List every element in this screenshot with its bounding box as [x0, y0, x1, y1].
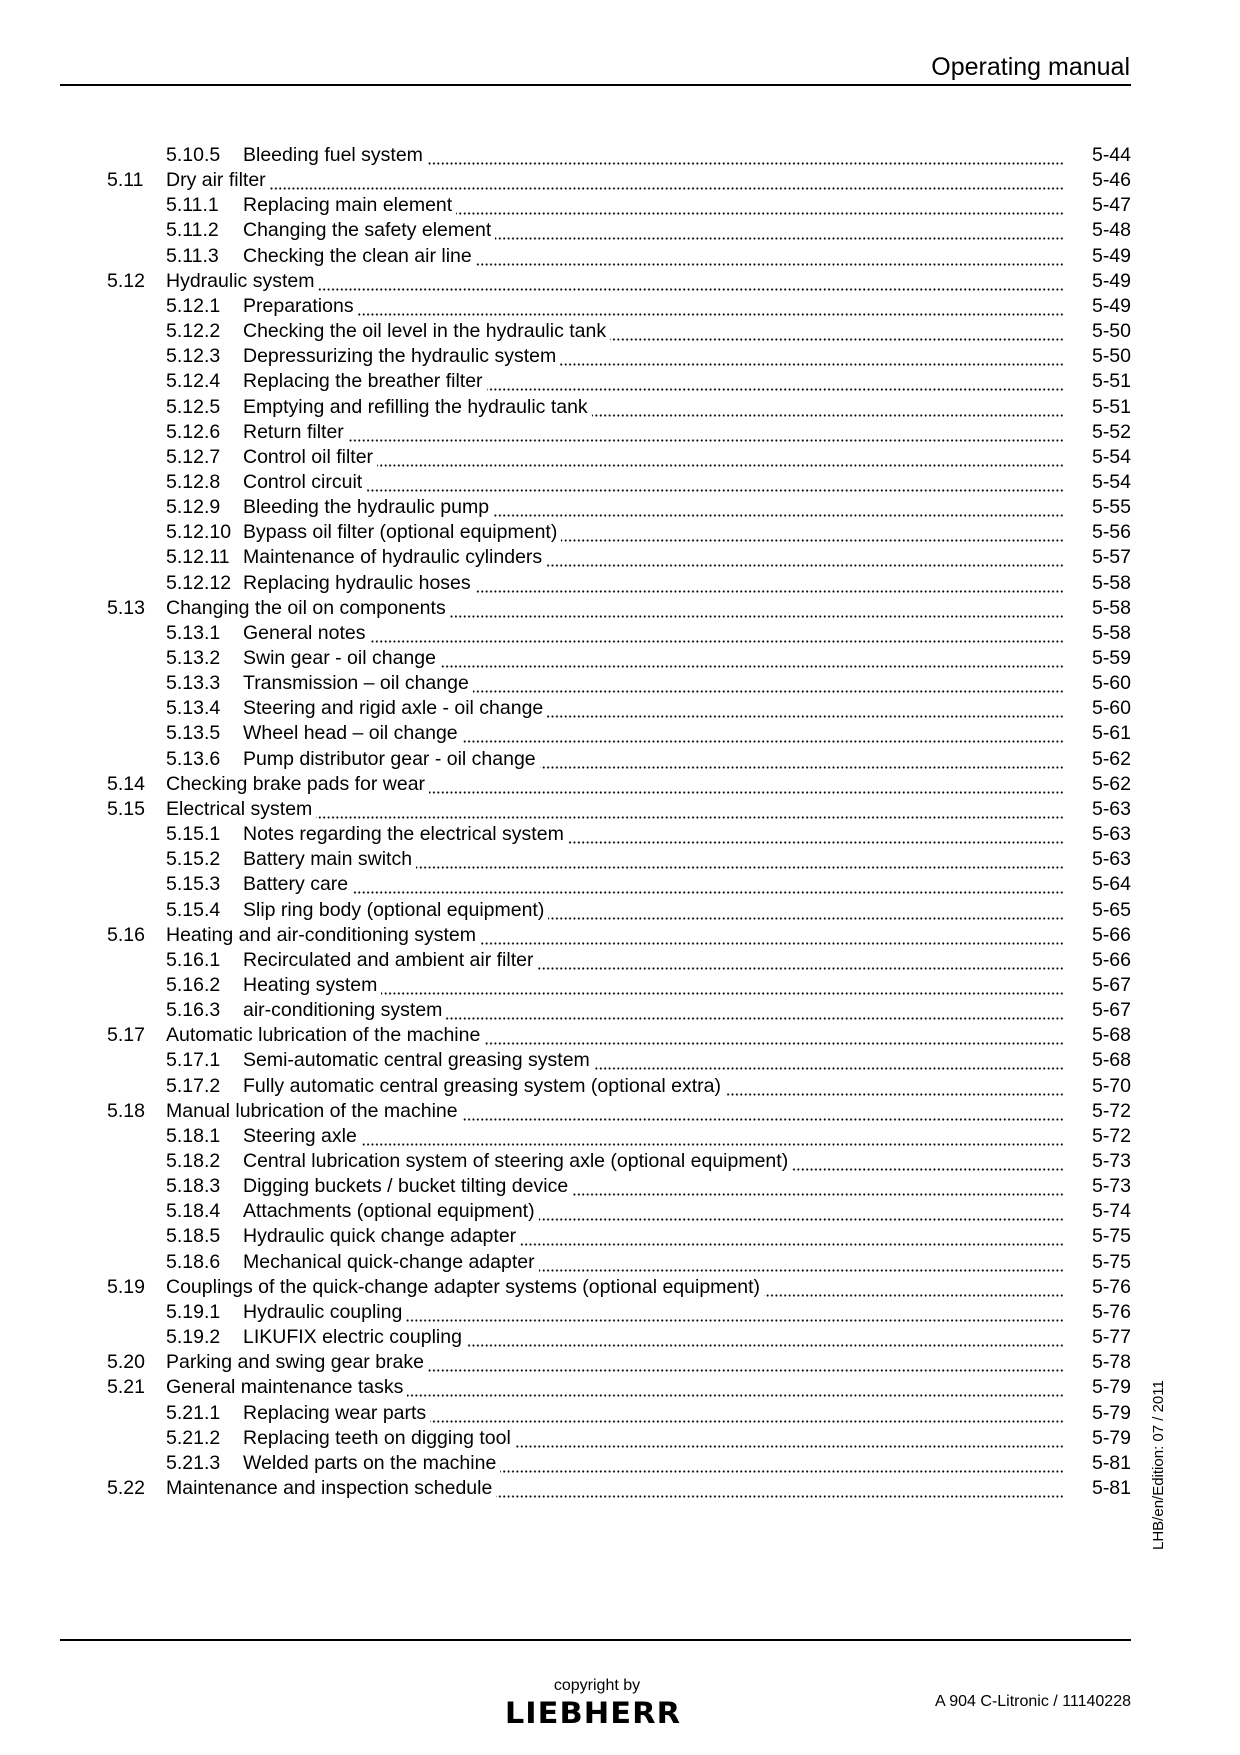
toc-number: 5.12.3: [166, 345, 221, 368]
toc-number: 5.18.4: [166, 1200, 221, 1223]
toc-title: Battery care: [243, 873, 349, 896]
toc-dot-leader: [480, 923, 1064, 948]
toc-title: Bypass oil filter (optional equipment): [243, 521, 558, 544]
toc-entry[interactable]: [0, 1325, 1240, 1350]
toc-entry[interactable]: [0, 1099, 1240, 1124]
toc-page-number: 5-67: [1091, 999, 1131, 1022]
header-divider: [60, 84, 1131, 86]
toc-page-number: 5-58: [1091, 596, 1131, 619]
toc-title: Heating system: [243, 973, 378, 996]
toc-title: Replacing main element: [243, 194, 453, 217]
toc-page-number: 5-44: [1091, 144, 1131, 166]
toc-entry[interactable]: [0, 445, 1240, 470]
toc-number: 5.18.5: [166, 1225, 221, 1248]
toc-entry[interactable]: [0, 168, 1240, 193]
toc-number: 5.11: [107, 169, 144, 192]
footer-divider: [60, 1639, 1131, 1641]
toc-dot-leader: [446, 998, 1064, 1023]
toc-page-number: 5-81: [1091, 1476, 1131, 1499]
edition-note: LHB/en/Edition: 07 / 2011: [1150, 1380, 1167, 1550]
toc-title: Automatic lubrication of the machine: [166, 1024, 481, 1047]
toc-title: Swin gear - oil change: [243, 647, 436, 669]
toc-number: 5.15.2: [166, 848, 221, 871]
toc-dot-leader: [381, 973, 1064, 998]
toc-dot-leader: [610, 319, 1064, 344]
toc-title: Replacing teeth on digging tool: [243, 1426, 511, 1449]
toc-number: 5.20: [107, 1351, 145, 1374]
toc-page-number: 5-66: [1091, 923, 1131, 946]
toc-entry[interactable]: [0, 1275, 1240, 1300]
toc-page-number: 5-49: [1091, 244, 1131, 267]
toc-entry[interactable]: [0, 1074, 1240, 1099]
toc-number: 5.19.1: [166, 1300, 221, 1323]
toc-page-number: 5-54: [1091, 445, 1131, 468]
toc-entry[interactable]: [0, 1401, 1240, 1426]
toc-dot-leader: [466, 1325, 1064, 1350]
toc-title: Replacing the breather filter: [243, 370, 483, 393]
toc-title: Recirculated and ambient air filter: [243, 948, 534, 971]
toc-number: 5.15.1: [166, 823, 221, 846]
toc-entry[interactable]: [0, 747, 1240, 772]
toc-dot-leader: [594, 1048, 1064, 1073]
toc-page-number: 5-76: [1091, 1275, 1131, 1298]
toc-page-number: 5-50: [1091, 320, 1131, 343]
toc-page-number: 5-58: [1091, 621, 1131, 644]
toc-page-number: 5-72: [1091, 1099, 1131, 1122]
toc-title: Mechanical quick-change adapter: [243, 1250, 535, 1273]
toc-number: 5.11.1: [166, 194, 219, 217]
toc-page-number: 5-49: [1091, 269, 1131, 292]
copyright-label: copyright by: [553, 1677, 641, 1694]
toc-entry[interactable]: [0, 244, 1240, 269]
toc-title: Attachments (optional equipment): [243, 1200, 535, 1223]
toc-page-number: 5-46: [1091, 169, 1131, 192]
page-title: Operating manual: [931, 53, 1130, 81]
toc-title: Transmission – oil change: [243, 672, 469, 695]
toc-dot-leader: [475, 571, 1064, 596]
toc-number: 5.15.3: [166, 873, 221, 896]
toc-title: Semi-automatic central greasing system: [243, 1049, 590, 1072]
toc-page-number: 5-54: [1091, 470, 1131, 493]
toc-page-number: 5-51: [1091, 395, 1131, 418]
toc-page-number: 5-78: [1091, 1351, 1131, 1374]
toc-dot-leader: [348, 420, 1064, 445]
toc-number: 5.19.2: [166, 1326, 221, 1349]
toc-number: 5.18: [107, 1099, 145, 1122]
toc-title: Checking brake pads for wear: [166, 772, 426, 795]
toc-page-number: 5-63: [1091, 848, 1131, 871]
toc-number: 5.12.4: [166, 370, 221, 393]
toc-dot-leader: [377, 445, 1064, 470]
toc-entry[interactable]: [0, 1224, 1240, 1249]
toc-title: Fully automatic central greasing system (optional extra): [243, 1074, 721, 1097]
toc-number: 5.13.4: [166, 697, 221, 720]
toc-entry[interactable]: [0, 822, 1240, 847]
toc-page-number: 5-60: [1091, 697, 1131, 720]
toc-title: Checking the oil level in the hydraulic tank: [243, 320, 607, 343]
toc-entry[interactable]: [0, 1048, 1240, 1073]
toc-dot-leader: [427, 143, 1064, 168]
toc-dot-leader: [366, 470, 1064, 495]
toc-dot-leader: [361, 1124, 1064, 1149]
toc-number: 5.12: [107, 269, 145, 292]
toc-page-number: 5-67: [1091, 973, 1131, 996]
toc-number: 5.22: [107, 1476, 145, 1499]
toc-title: Replacing wear parts: [243, 1401, 427, 1424]
toc-dot-leader: [370, 621, 1064, 646]
toc-title: Slip ring body (optional equipment): [243, 898, 545, 921]
toc-number: 5.15: [107, 797, 145, 820]
toc-entry[interactable]: [0, 1174, 1240, 1199]
toc-dot-leader: [539, 1199, 1064, 1224]
toc-title: Checking the clean air line: [243, 244, 472, 267]
toc-title: LIKUFIX electric coupling: [243, 1326, 462, 1349]
toc-title: Parking and swing gear brake: [166, 1351, 424, 1374]
toc-page-number: 5-70: [1091, 1074, 1131, 1097]
toc-dot-leader: [792, 1149, 1064, 1174]
toc-page-number: 5-73: [1091, 1175, 1131, 1198]
toc-dot-leader: [476, 244, 1064, 269]
toc-dot-leader: [318, 269, 1064, 294]
toc-number: 5.13.3: [166, 672, 221, 695]
toc-number: 5.17: [107, 1024, 145, 1047]
toc-title: Hydraulic coupling: [243, 1300, 403, 1323]
toc-dot-leader: [537, 948, 1064, 973]
toc-entry[interactable]: [0, 923, 1240, 948]
toc-title: Heating and air-conditioning system: [166, 923, 477, 946]
toc-entry[interactable]: [0, 369, 1240, 394]
toc-dot-leader: [560, 344, 1064, 369]
toc-entry[interactable]: [0, 1023, 1240, 1048]
toc-entry[interactable]: [0, 721, 1240, 746]
toc-entry[interactable]: [0, 646, 1240, 671]
toc-page-number: 5-56: [1091, 521, 1131, 544]
toc-entry[interactable]: [0, 571, 1240, 596]
toc-title: General maintenance tasks: [166, 1376, 404, 1399]
toc-dot-leader: [515, 1426, 1064, 1451]
toc-page-number: 5-66: [1091, 948, 1131, 971]
toc-entry[interactable]: [0, 420, 1240, 445]
toc-entry[interactable]: [0, 294, 1240, 319]
toc-dot-leader: [487, 369, 1064, 394]
toc-dot-leader: [493, 495, 1064, 520]
toc-title: Notes regarding the electrical system: [243, 823, 564, 846]
toc-entry[interactable]: [0, 545, 1240, 570]
toc-page-number: 5-58: [1091, 571, 1131, 594]
toc-dot-leader: [429, 772, 1064, 797]
toc-number: 5.19: [107, 1275, 145, 1298]
toc-entry[interactable]: [0, 1124, 1240, 1149]
toc-number: 5.12.9: [166, 496, 221, 519]
toc-page-number: 5-72: [1091, 1124, 1131, 1147]
toc-title: Replacing hydraulic hoses: [243, 571, 471, 594]
toc-page-number: 5-49: [1091, 294, 1131, 317]
toc-entry[interactable]: [0, 998, 1240, 1023]
toc-dot-leader: [725, 1074, 1064, 1099]
toc-entry[interactable]: [0, 319, 1240, 344]
toc-title: Control oil filter: [243, 445, 374, 468]
toc-dot-leader: [316, 797, 1064, 822]
toc-title: Hydraulic quick change adapter: [243, 1225, 517, 1248]
toc-page-number: 5-62: [1091, 747, 1131, 770]
toc-title: Central lubrication system of steering axle (optional equipment): [243, 1150, 789, 1172]
toc-number: 5.18.6: [166, 1250, 221, 1273]
toc-number: 5.12.5: [166, 395, 221, 418]
toc-number: 5.16.2: [166, 973, 221, 996]
toc-number: 5.11.3: [166, 244, 219, 267]
toc-title: Electrical system: [166, 797, 313, 820]
toc-entry[interactable]: [0, 621, 1240, 646]
toc-entry[interactable]: [0, 395, 1240, 420]
toc-number: 5.12.1: [166, 294, 221, 317]
toc-entry[interactable]: [0, 495, 1240, 520]
toc-title: Changing the safety element: [243, 219, 492, 242]
toc-dot-leader: [561, 520, 1064, 545]
toc-page-number: 5-55: [1091, 496, 1131, 519]
toc-page-number: 5-63: [1091, 797, 1131, 820]
toc-title: Maintenance and inspection schedule: [166, 1476, 493, 1499]
toc-dot-leader: [496, 1476, 1064, 1501]
toc-title: Depressurizing the hydraulic system: [243, 345, 557, 368]
liebherr-logo: LIEBHERR: [504, 1696, 682, 1730]
toc-dot-leader: [462, 721, 1064, 746]
toc-page-number: 5-76: [1091, 1300, 1131, 1323]
toc-page-number: 5-57: [1091, 546, 1131, 569]
toc-dot-leader: [547, 696, 1064, 721]
toc-dot-leader: [406, 1300, 1064, 1325]
toc-page-number: 5-59: [1091, 647, 1131, 669]
toc-number: 5.12.10: [166, 521, 232, 544]
toc-number: 5.21.1: [166, 1401, 221, 1424]
toc-page-number: 5-74: [1091, 1200, 1131, 1223]
toc-dot-leader: [540, 747, 1064, 772]
toc-number: 5.16: [107, 923, 145, 946]
toc-page-number: 5-77: [1091, 1326, 1131, 1349]
toc-entry[interactable]: [0, 1149, 1240, 1174]
toc-title: Bleeding fuel system: [243, 144, 423, 166]
toc-dot-leader: [416, 847, 1064, 872]
toc-number: 5.18.1: [166, 1124, 221, 1147]
toc-page-number: 5-52: [1091, 420, 1131, 443]
toc-dot-leader: [270, 168, 1064, 193]
toc-number: 5.13.1: [166, 621, 221, 644]
toc-number: 5.21.2: [166, 1426, 221, 1449]
toc-title: Emptying and refilling the hydraulic tank: [243, 395, 588, 418]
toc-entry[interactable]: [0, 520, 1240, 545]
toc-number: 5.12.12: [166, 571, 232, 594]
toc-dot-leader: [430, 1401, 1064, 1426]
toc-entry[interactable]: [0, 1451, 1240, 1476]
toc-title: Battery main switch: [243, 848, 413, 871]
document-id: A 904 C-Litronic / 11140228: [935, 1693, 1131, 1710]
toc-page-number: 5-64: [1091, 873, 1131, 896]
toc-entry[interactable]: [0, 344, 1240, 369]
toc-page-number: 5-61: [1091, 722, 1131, 745]
toc-entry[interactable]: [0, 1426, 1240, 1451]
toc-page-number: 5-63: [1091, 823, 1131, 846]
toc-dot-leader: [572, 1174, 1064, 1199]
toc-page-number: 5-75: [1091, 1250, 1131, 1273]
toc-title: Welded parts on the machine: [243, 1451, 497, 1474]
toc-number: 5.16.3: [166, 999, 221, 1022]
toc-number: 5.15.4: [166, 898, 221, 921]
toc-dot-leader: [428, 1350, 1064, 1375]
toc-number: 5.12.8: [166, 470, 221, 493]
toc-entry[interactable]: [0, 847, 1240, 872]
toc-entry[interactable]: [0, 1375, 1240, 1400]
toc-page-number: 5-47: [1091, 194, 1131, 217]
toc-number: 5.16.1: [166, 948, 221, 971]
toc-dot-leader: [440, 646, 1064, 671]
toc-entry[interactable]: [0, 596, 1240, 621]
toc-dot-leader: [520, 1224, 1064, 1249]
toc-number: 5.18.2: [166, 1150, 221, 1172]
toc-number: 5.21: [107, 1376, 145, 1399]
toc-entry[interactable]: [0, 671, 1240, 696]
toc-dot-leader: [456, 193, 1064, 218]
toc-number: 5.13: [107, 596, 145, 619]
toc-title: Changing the oil on components: [166, 596, 446, 619]
toc-entry[interactable]: [0, 696, 1240, 721]
toc-entry[interactable]: [0, 898, 1240, 923]
toc-entry[interactable]: [0, 1250, 1240, 1275]
toc-title: Manual lubrication of the machine: [166, 1099, 458, 1122]
toc-title: air-conditioning system: [243, 999, 443, 1022]
toc-number: 5.17.1: [166, 1049, 221, 1072]
toc-number: 5.13.5: [166, 722, 221, 745]
toc-number: 5.12.6: [166, 420, 221, 443]
toc-title: Wheel head – oil change: [243, 722, 458, 745]
toc-entry[interactable]: [0, 269, 1240, 294]
toc-entry[interactable]: [0, 470, 1240, 495]
toc-dot-leader: [495, 218, 1064, 243]
toc-title: Hydraulic system: [166, 269, 315, 292]
toc-entry[interactable]: [0, 218, 1240, 243]
toc-page-number: 5-79: [1091, 1401, 1131, 1424]
toc-title: Control circuit: [243, 470, 363, 493]
toc-page-number: 5-79: [1091, 1376, 1131, 1399]
toc-number: 5.12.2: [166, 320, 221, 343]
toc-number: 5.14: [107, 772, 145, 795]
toc-number: 5.17.2: [166, 1074, 221, 1097]
toc-dot-leader: [473, 671, 1064, 696]
toc-dot-leader: [407, 1375, 1064, 1400]
toc-dot-leader: [546, 545, 1064, 570]
toc-title: Steering axle: [243, 1124, 357, 1147]
toc-title: Digging buckets / bucket tilting device: [243, 1175, 569, 1198]
toc-page-number: 5-68: [1091, 1024, 1131, 1047]
toc-page-number: 5-51: [1091, 370, 1131, 393]
toc-page-number: 5-79: [1091, 1426, 1131, 1449]
toc-dot-leader: [568, 822, 1064, 847]
toc-number: 5.10.5: [166, 144, 221, 166]
toc-dot-leader: [450, 596, 1064, 621]
toc-number: 5.13.6: [166, 747, 221, 770]
toc-title: Return filter: [243, 420, 344, 443]
toc-number: 5.12.11: [166, 546, 230, 569]
toc-dot-leader: [592, 395, 1064, 420]
toc-page-number: 5-68: [1091, 1049, 1131, 1072]
toc-entry[interactable]: [0, 1300, 1240, 1325]
toc-entry[interactable]: [0, 1350, 1240, 1375]
toc-number: 5.18.3: [166, 1175, 221, 1198]
toc-title: Dry air filter: [166, 169, 266, 192]
toc-page-number: 5-48: [1091, 219, 1131, 242]
toc-dot-leader: [764, 1275, 1064, 1300]
toc-title: Maintenance of hydraulic cylinders: [243, 546, 543, 569]
toc-page-number: 5-73: [1091, 1150, 1131, 1172]
toc-title: Pump distributor gear - oil change: [243, 747, 536, 770]
toc-entry[interactable]: [0, 948, 1240, 973]
toc-title: Preparations: [243, 294, 354, 317]
toc-dot-leader: [500, 1451, 1064, 1476]
toc-dot-leader: [484, 1023, 1064, 1048]
toc-entry[interactable]: [0, 872, 1240, 897]
toc-page-number: 5-60: [1091, 672, 1131, 695]
toc-number: 5.12.7: [166, 445, 221, 468]
toc-page-number: 5-65: [1091, 898, 1131, 921]
toc-dot-leader: [539, 1250, 1064, 1275]
toc-title: General notes: [243, 621, 366, 644]
toc-dot-leader: [358, 294, 1064, 319]
toc-page-number: 5-62: [1091, 772, 1131, 795]
toc-page-number: 5-50: [1091, 345, 1131, 368]
toc-entry[interactable]: [0, 973, 1240, 998]
toc-entry[interactable]: [0, 143, 1240, 168]
toc-entry[interactable]: [0, 797, 1240, 822]
toc-dot-leader: [462, 1099, 1064, 1124]
toc-number: 5.11.2: [166, 219, 219, 242]
toc-entry[interactable]: [0, 1476, 1240, 1501]
toc-dot-leader: [352, 872, 1064, 897]
toc-entry[interactable]: [0, 1199, 1240, 1224]
toc-title: Steering and rigid axle - oil change: [243, 697, 544, 720]
toc-entry[interactable]: [0, 193, 1240, 218]
toc-page-number: 5-75: [1091, 1225, 1131, 1248]
toc-page-number: 5-81: [1091, 1451, 1131, 1474]
toc-number: 5.21.3: [166, 1451, 221, 1474]
toc-number: 5.13.2: [166, 647, 221, 669]
toc-title: Couplings of the quick-change adapter systems (optional equipment): [166, 1275, 761, 1298]
toc-entry[interactable]: [0, 772, 1240, 797]
toc-dot-leader: [548, 898, 1064, 923]
toc-title: Bleeding the hydraulic pump: [243, 496, 490, 519]
